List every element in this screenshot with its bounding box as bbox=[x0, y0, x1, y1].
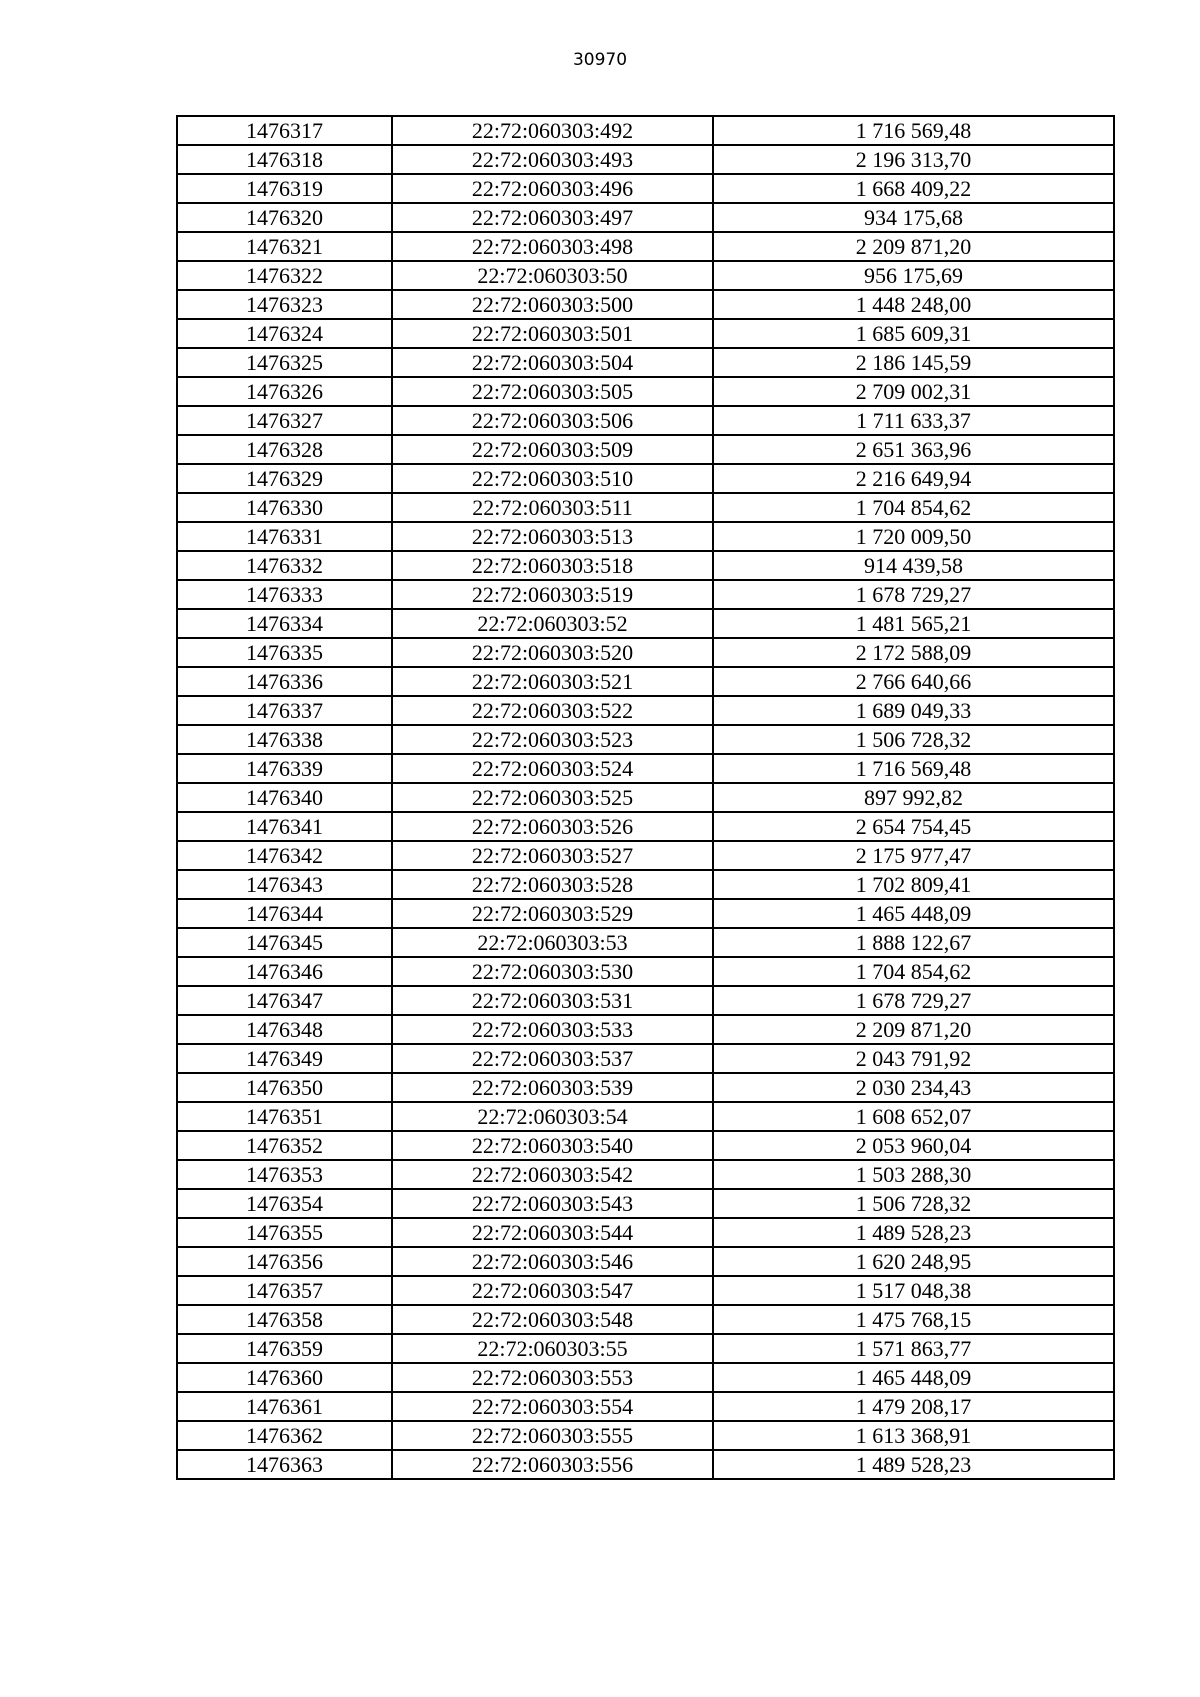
cadastral-number-cell: 22:72:060303:521 bbox=[392, 667, 713, 696]
value-cell: 2 030 234,43 bbox=[713, 1073, 1114, 1102]
table-row bbox=[177, 464, 1114, 493]
table-row bbox=[177, 1102, 1114, 1131]
row-id-cell: 1476345 bbox=[177, 928, 392, 957]
table-row bbox=[177, 1392, 1114, 1421]
value-cell: 2 216 649,94 bbox=[713, 464, 1114, 493]
cadastral-number-cell: 22:72:060303:542 bbox=[392, 1160, 713, 1189]
cadastral-number-cell: 22:72:060303:496 bbox=[392, 174, 713, 203]
table-row bbox=[177, 1247, 1114, 1276]
value-cell: 1 465 448,09 bbox=[713, 1363, 1114, 1392]
table-row bbox=[177, 435, 1114, 464]
table-row bbox=[177, 986, 1114, 1015]
row-id-cell: 1476336 bbox=[177, 667, 392, 696]
value-cell: 1 481 565,21 bbox=[713, 609, 1114, 638]
value-cell: 1 475 768,15 bbox=[713, 1305, 1114, 1334]
cadastral-number-cell: 22:72:060303:540 bbox=[392, 1131, 713, 1160]
row-id-cell: 1476346 bbox=[177, 957, 392, 986]
cadastral-number-cell: 22:72:060303:52 bbox=[392, 609, 713, 638]
table-row bbox=[177, 319, 1114, 348]
table-row bbox=[177, 841, 1114, 870]
row-id-cell: 1476343 bbox=[177, 870, 392, 899]
value-cell: 1 506 728,32 bbox=[713, 1189, 1114, 1218]
value-cell: 2 766 640,66 bbox=[713, 667, 1114, 696]
cadastral-number-cell: 22:72:060303:524 bbox=[392, 754, 713, 783]
table-row bbox=[177, 1421, 1114, 1450]
value-cell: 1 448 248,00 bbox=[713, 290, 1114, 319]
cadastral-number-cell: 22:72:060303:544 bbox=[392, 1218, 713, 1247]
row-id-cell: 1476328 bbox=[177, 435, 392, 464]
cadastral-number-cell: 22:72:060303:504 bbox=[392, 348, 713, 377]
row-id-cell: 1476329 bbox=[177, 464, 392, 493]
data-table bbox=[176, 115, 1115, 1480]
row-id-cell: 1476320 bbox=[177, 203, 392, 232]
value-cell: 897 992,82 bbox=[713, 783, 1114, 812]
row-id-cell: 1476332 bbox=[177, 551, 392, 580]
table-row bbox=[177, 928, 1114, 957]
value-cell: 1 479 208,17 bbox=[713, 1392, 1114, 1421]
row-id-cell: 1476363 bbox=[177, 1450, 392, 1479]
table-row bbox=[177, 812, 1114, 841]
row-id-cell: 1476354 bbox=[177, 1189, 392, 1218]
row-id-cell: 1476357 bbox=[177, 1276, 392, 1305]
cadastral-number-cell: 22:72:060303:55 bbox=[392, 1334, 713, 1363]
table-row bbox=[177, 1334, 1114, 1363]
value-cell: 1 888 122,67 bbox=[713, 928, 1114, 957]
value-cell: 2 053 960,04 bbox=[713, 1131, 1114, 1160]
value-cell: 2 709 002,31 bbox=[713, 377, 1114, 406]
table-row bbox=[177, 609, 1114, 638]
cadastral-number-cell: 22:72:060303:556 bbox=[392, 1450, 713, 1479]
row-id-cell: 1476355 bbox=[177, 1218, 392, 1247]
value-cell: 2 654 754,45 bbox=[713, 812, 1114, 841]
cadastral-number-cell: 22:72:060303:539 bbox=[392, 1073, 713, 1102]
value-cell: 1 689 049,33 bbox=[713, 696, 1114, 725]
cadastral-number-cell: 22:72:060303:543 bbox=[392, 1189, 713, 1218]
value-cell: 1 571 863,77 bbox=[713, 1334, 1114, 1363]
table-row bbox=[177, 522, 1114, 551]
value-cell: 1 608 652,07 bbox=[713, 1102, 1114, 1131]
cadastral-number-cell: 22:72:060303:533 bbox=[392, 1015, 713, 1044]
cadastral-number-cell: 22:72:060303:529 bbox=[392, 899, 713, 928]
row-id-cell: 1476358 bbox=[177, 1305, 392, 1334]
cadastral-number-cell: 22:72:060303:526 bbox=[392, 812, 713, 841]
table-row bbox=[177, 667, 1114, 696]
cadastral-number-cell: 22:72:060303:506 bbox=[392, 406, 713, 435]
row-id-cell: 1476338 bbox=[177, 725, 392, 754]
page-number: 30970 bbox=[572, 50, 628, 70]
value-cell: 2 172 588,09 bbox=[713, 638, 1114, 667]
row-id-cell: 1476352 bbox=[177, 1131, 392, 1160]
value-cell: 1 704 854,62 bbox=[713, 493, 1114, 522]
row-id-cell: 1476325 bbox=[177, 348, 392, 377]
value-cell: 1 503 288,30 bbox=[713, 1160, 1114, 1189]
table-row bbox=[177, 899, 1114, 928]
value-cell: 2 196 313,70 bbox=[713, 145, 1114, 174]
cadastral-number-cell: 22:72:060303:510 bbox=[392, 464, 713, 493]
cadastral-number-cell: 22:72:060303:498 bbox=[392, 232, 713, 261]
table-row bbox=[177, 1160, 1114, 1189]
row-id-cell: 1476349 bbox=[177, 1044, 392, 1073]
table-row bbox=[177, 1189, 1114, 1218]
cadastral-number-cell: 22:72:060303:523 bbox=[392, 725, 713, 754]
cadastral-number-cell: 22:72:060303:513 bbox=[392, 522, 713, 551]
value-cell: 1 613 368,91 bbox=[713, 1421, 1114, 1450]
row-id-cell: 1476347 bbox=[177, 986, 392, 1015]
value-cell: 1 668 409,22 bbox=[713, 174, 1114, 203]
cadastral-number-cell: 22:72:060303:519 bbox=[392, 580, 713, 609]
row-id-cell: 1476321 bbox=[177, 232, 392, 261]
row-id-cell: 1476326 bbox=[177, 377, 392, 406]
row-id-cell: 1476334 bbox=[177, 609, 392, 638]
row-id-cell: 1476324 bbox=[177, 319, 392, 348]
table-row bbox=[177, 783, 1114, 812]
cadastral-number-cell: 22:72:060303:546 bbox=[392, 1247, 713, 1276]
table-row bbox=[177, 203, 1114, 232]
cadastral-number-cell: 22:72:060303:511 bbox=[392, 493, 713, 522]
row-id-cell: 1476333 bbox=[177, 580, 392, 609]
row-id-cell: 1476327 bbox=[177, 406, 392, 435]
row-id-cell: 1476342 bbox=[177, 841, 392, 870]
value-cell: 1 702 809,41 bbox=[713, 870, 1114, 899]
table-row bbox=[177, 290, 1114, 319]
value-cell: 956 175,69 bbox=[713, 261, 1114, 290]
table-row bbox=[177, 232, 1114, 261]
table-row bbox=[177, 870, 1114, 899]
row-id-cell: 1476323 bbox=[177, 290, 392, 319]
cadastral-number-cell: 22:72:060303:500 bbox=[392, 290, 713, 319]
value-cell: 1 465 448,09 bbox=[713, 899, 1114, 928]
table-row bbox=[177, 696, 1114, 725]
table-row bbox=[177, 1131, 1114, 1160]
row-id-cell: 1476350 bbox=[177, 1073, 392, 1102]
cadastral-number-cell: 22:72:060303:527 bbox=[392, 841, 713, 870]
cadastral-number-cell: 22:72:060303:531 bbox=[392, 986, 713, 1015]
value-cell: 1 720 009,50 bbox=[713, 522, 1114, 551]
cadastral-number-cell: 22:72:060303:530 bbox=[392, 957, 713, 986]
value-cell: 1 685 609,31 bbox=[713, 319, 1114, 348]
table-row bbox=[177, 638, 1114, 667]
cadastral-number-cell: 22:72:060303:518 bbox=[392, 551, 713, 580]
cadastral-number-cell: 22:72:060303:492 bbox=[392, 116, 713, 145]
table-row bbox=[177, 145, 1114, 174]
row-id-cell: 1476359 bbox=[177, 1334, 392, 1363]
row-id-cell: 1476322 bbox=[177, 261, 392, 290]
table-body bbox=[177, 116, 1114, 1479]
value-cell: 914 439,58 bbox=[713, 551, 1114, 580]
value-cell: 2 209 871,20 bbox=[713, 232, 1114, 261]
value-cell: 2 651 363,96 bbox=[713, 435, 1114, 464]
row-id-cell: 1476318 bbox=[177, 145, 392, 174]
value-cell: 1 704 854,62 bbox=[713, 957, 1114, 986]
row-id-cell: 1476339 bbox=[177, 754, 392, 783]
row-id-cell: 1476348 bbox=[177, 1015, 392, 1044]
row-id-cell: 1476335 bbox=[177, 638, 392, 667]
value-cell: 2 209 871,20 bbox=[713, 1015, 1114, 1044]
table-row bbox=[177, 551, 1114, 580]
table-row bbox=[177, 1305, 1114, 1334]
table-row bbox=[177, 1073, 1114, 1102]
table-row bbox=[177, 1044, 1114, 1073]
value-cell: 2 175 977,47 bbox=[713, 841, 1114, 870]
row-id-cell: 1476344 bbox=[177, 899, 392, 928]
table-row bbox=[177, 116, 1114, 145]
value-cell: 1 678 729,27 bbox=[713, 986, 1114, 1015]
cadastral-number-cell: 22:72:060303:548 bbox=[392, 1305, 713, 1334]
cadastral-number-cell: 22:72:060303:522 bbox=[392, 696, 713, 725]
table-row bbox=[177, 348, 1114, 377]
cadastral-number-cell: 22:72:060303:509 bbox=[392, 435, 713, 464]
table-row bbox=[177, 1015, 1114, 1044]
cadastral-number-cell: 22:72:060303:555 bbox=[392, 1421, 713, 1450]
cadastral-number-cell: 22:72:060303:497 bbox=[392, 203, 713, 232]
row-id-cell: 1476331 bbox=[177, 522, 392, 551]
value-cell: 1 678 729,27 bbox=[713, 580, 1114, 609]
cadastral-number-cell: 22:72:060303:528 bbox=[392, 870, 713, 899]
row-id-cell: 1476330 bbox=[177, 493, 392, 522]
row-id-cell: 1476356 bbox=[177, 1247, 392, 1276]
cadastral-number-cell: 22:72:060303:553 bbox=[392, 1363, 713, 1392]
table-row bbox=[177, 957, 1114, 986]
row-id-cell: 1476317 bbox=[177, 116, 392, 145]
row-id-cell: 1476340 bbox=[177, 783, 392, 812]
value-cell: 1 716 569,48 bbox=[713, 754, 1114, 783]
cadastral-number-cell: 22:72:060303:54 bbox=[392, 1102, 713, 1131]
cadastral-number-cell: 22:72:060303:554 bbox=[392, 1392, 713, 1421]
table-row bbox=[177, 261, 1114, 290]
value-cell: 1 711 633,37 bbox=[713, 406, 1114, 435]
table-row bbox=[177, 377, 1114, 406]
value-cell: 1 489 528,23 bbox=[713, 1218, 1114, 1247]
table-row bbox=[177, 754, 1114, 783]
row-id-cell: 1476362 bbox=[177, 1421, 392, 1450]
cadastral-number-cell: 22:72:060303:50 bbox=[392, 261, 713, 290]
value-cell: 2 043 791,92 bbox=[713, 1044, 1114, 1073]
table-row bbox=[177, 406, 1114, 435]
table-row bbox=[177, 174, 1114, 203]
value-cell: 934 175,68 bbox=[713, 203, 1114, 232]
table-row bbox=[177, 725, 1114, 754]
row-id-cell: 1476319 bbox=[177, 174, 392, 203]
value-cell: 2 186 145,59 bbox=[713, 348, 1114, 377]
table-row bbox=[177, 1218, 1114, 1247]
cadastral-number-cell: 22:72:060303:493 bbox=[392, 145, 713, 174]
table-row bbox=[177, 1276, 1114, 1305]
row-id-cell: 1476361 bbox=[177, 1392, 392, 1421]
table-row bbox=[177, 1450, 1114, 1479]
cadastral-number-cell: 22:72:060303:505 bbox=[392, 377, 713, 406]
row-id-cell: 1476337 bbox=[177, 696, 392, 725]
cadastral-number-cell: 22:72:060303:525 bbox=[392, 783, 713, 812]
value-cell: 1 506 728,32 bbox=[713, 725, 1114, 754]
table-row bbox=[177, 580, 1114, 609]
value-cell: 1 489 528,23 bbox=[713, 1450, 1114, 1479]
row-id-cell: 1476341 bbox=[177, 812, 392, 841]
table-row bbox=[177, 1363, 1114, 1392]
cadastral-number-cell: 22:72:060303:520 bbox=[392, 638, 713, 667]
cadastral-number-cell: 22:72:060303:501 bbox=[392, 319, 713, 348]
row-id-cell: 1476360 bbox=[177, 1363, 392, 1392]
value-cell: 1 517 048,38 bbox=[713, 1276, 1114, 1305]
value-cell: 1 716 569,48 bbox=[713, 116, 1114, 145]
table-row bbox=[177, 493, 1114, 522]
cadastral-number-cell: 22:72:060303:53 bbox=[392, 928, 713, 957]
row-id-cell: 1476351 bbox=[177, 1102, 392, 1131]
cadastral-number-cell: 22:72:060303:547 bbox=[392, 1276, 713, 1305]
row-id-cell: 1476353 bbox=[177, 1160, 392, 1189]
value-cell: 1 620 248,95 bbox=[713, 1247, 1114, 1276]
cadastral-number-cell: 22:72:060303:537 bbox=[392, 1044, 713, 1073]
